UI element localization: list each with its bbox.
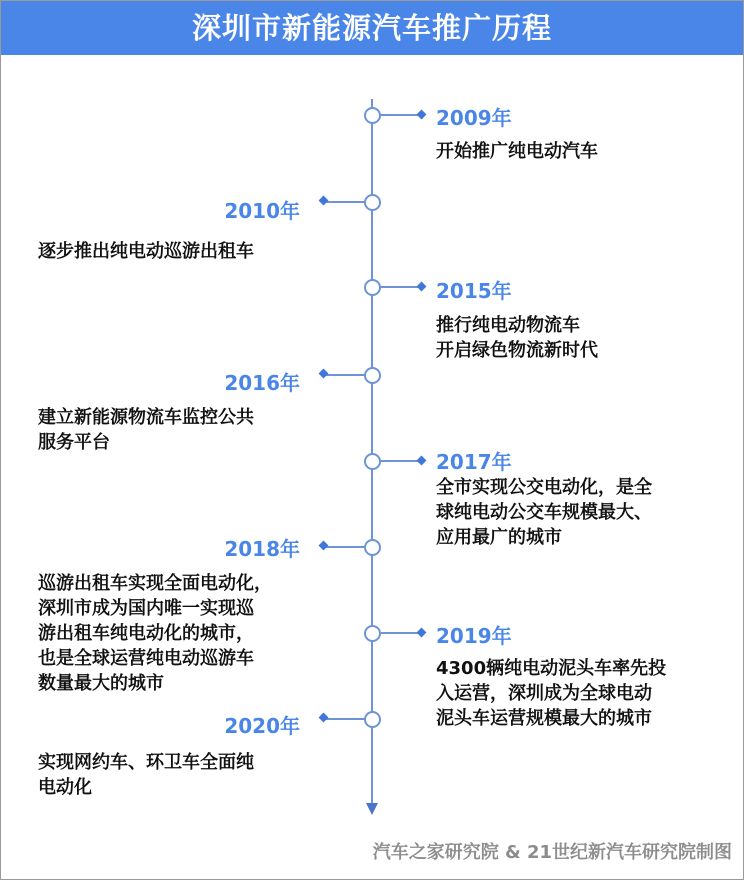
event-year-2020: 2020年: [224, 714, 300, 738]
event-line: 巡游出租车实现全面电动化，: [38, 573, 272, 594]
event-line: 全市实现公交电动化，是全: [436, 477, 652, 498]
timeline-connector-2020: [325, 718, 366, 720]
event-description-2020: [38, 750, 254, 800]
event-line: 逐步推出纯电动巡游出租车: [38, 241, 254, 262]
event-year-2019: 2019年: [436, 624, 512, 648]
timeline-node-2010: [364, 194, 381, 211]
event-year-2010: 2010年: [224, 199, 300, 223]
event-line: 也是全球运营纯电动巡游车: [38, 648, 254, 669]
timeline-node-2016: [364, 367, 381, 384]
event-description-2018: [38, 571, 272, 696]
diagram-title: 深圳市新能源汽车推广历程: [1, 1, 743, 55]
timeline-arrow-icon: [366, 803, 378, 815]
event-line: 数量最大的城市: [38, 673, 164, 694]
event-line: 泥头车运营规模最大的城市: [436, 708, 652, 729]
event-year-2018: 2018年: [224, 537, 300, 561]
event-line: 建立新能源物流车监控公共: [38, 407, 254, 428]
event-line: 游出租车纯电动化的城市，: [38, 623, 254, 644]
event-description-2010: [38, 239, 254, 264]
event-line: 服务平台: [38, 432, 110, 453]
event-line: 实现网约车、环卫车全面纯: [38, 752, 254, 773]
event-line: 电动化: [38, 777, 92, 798]
timeline-connector-2009: [379, 114, 421, 116]
event-line: 应用最广的城市: [436, 527, 562, 548]
event-line: 开启绿色物流新时代: [436, 340, 598, 361]
timeline-connector-2018: [325, 546, 366, 548]
event-description-2016: [38, 405, 254, 455]
event-year-2009: 2009年: [436, 106, 512, 130]
source-credit: 汽车之家研究院 & 21世纪新汽车研究院制图: [372, 842, 732, 863]
timeline-connector-2017: [379, 460, 421, 462]
event-line: 球纯电动公交车规模最大、: [436, 502, 652, 523]
event-description-2009: [436, 139, 598, 164]
timeline-connector-2019: [379, 632, 421, 634]
event-year-2016: 2016年: [224, 371, 300, 395]
timeline-connector-2015: [379, 286, 421, 288]
event-line: 推行纯电动物流车: [436, 315, 580, 336]
timeline-connector-2016: [325, 374, 366, 376]
event-line: 入运营，深圳成为全球电动: [436, 683, 652, 704]
timeline-connector-2010: [325, 201, 366, 203]
event-line: 4300辆纯电动泥头车率先投: [436, 658, 667, 679]
event-line: 深圳市成为国内唯一实现巡: [38, 598, 254, 619]
timeline-node-2018: [364, 539, 381, 556]
event-description-2019: [436, 656, 666, 731]
event-description-2015: [436, 313, 598, 363]
event-description-2017: [436, 475, 652, 550]
event-line: 开始推广纯电动汽车: [436, 141, 598, 162]
event-year-2015: 2015年: [436, 279, 512, 303]
timeline-node-2020: [364, 711, 381, 728]
event-year-2017: 2017年: [436, 450, 512, 474]
